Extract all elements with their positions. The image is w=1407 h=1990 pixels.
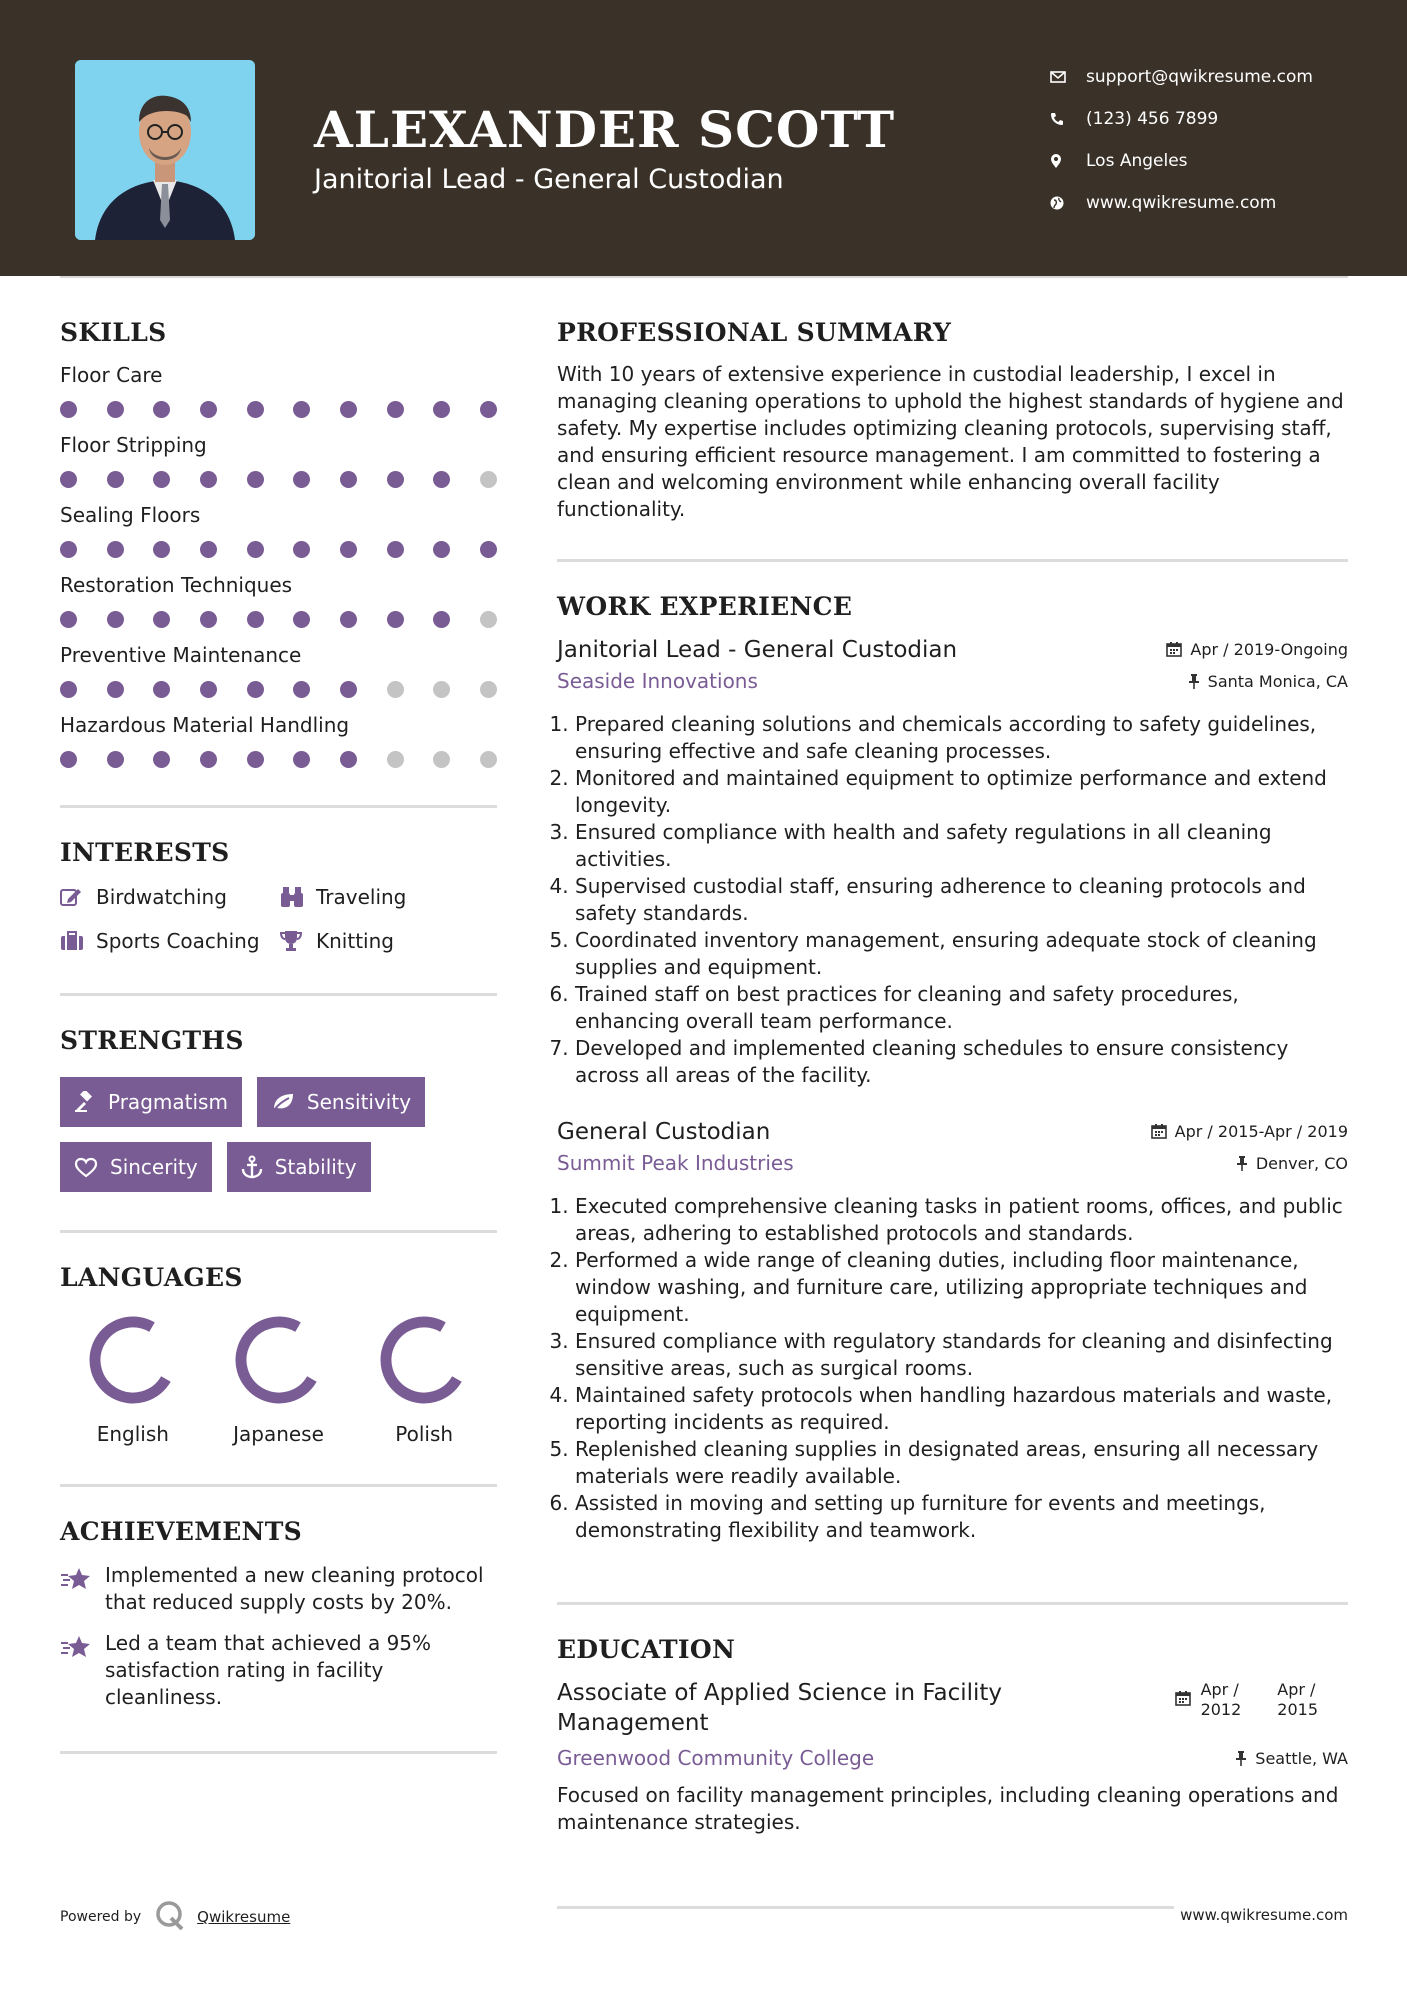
heart-icon — [74, 1157, 98, 1178]
strength-label: Sensitivity — [306, 1090, 412, 1114]
skill-dot-filled — [153, 401, 170, 418]
skill-dot-filled — [433, 471, 450, 488]
skill-dot-filled — [293, 541, 310, 558]
interest-label: Knitting — [316, 929, 394, 953]
skill-dot-filled — [247, 471, 264, 488]
strength-tag — [227, 1142, 371, 1192]
degree-title — [557, 1678, 1002, 1738]
skill-dot-filled — [293, 401, 310, 418]
job-location-text: Denver, CO — [1255, 1153, 1348, 1173]
skill-rating — [60, 679, 497, 699]
achievement-text: Implemented a new cleaning protocol that reduced supply costs by 20%. — [105, 1563, 484, 1614]
header-divider — [60, 276, 1348, 278]
job-header — [557, 637, 1348, 663]
interests-list — [60, 885, 497, 953]
powered-by — [60, 1900, 290, 1934]
powered-by-label: Powered by — [60, 1909, 142, 1925]
degree-line-2: Management — [557, 1710, 709, 1736]
phone-icon — [1050, 112, 1086, 126]
skill-dot-filled — [60, 541, 77, 558]
skill-dot-filled — [153, 541, 170, 558]
job-location — [1236, 1154, 1348, 1173]
skill-name: Floor Stripping — [60, 433, 207, 457]
languages-section — [60, 1263, 497, 1446]
right-column — [557, 318, 1348, 1836]
skill-dot-filled — [200, 471, 217, 488]
language-name: Polish — [395, 1422, 454, 1446]
language-name: English — [96, 1422, 169, 1446]
interest-label: Traveling — [316, 885, 407, 909]
skill-dot-filled — [387, 401, 404, 418]
left-column — [60, 318, 497, 1754]
interest-label: Sports Coaching — [96, 929, 260, 953]
section-divider — [60, 993, 497, 996]
skill-dot-filled — [340, 401, 357, 418]
pencil-icon — [60, 887, 96, 907]
duty-item: 3. Ensured compliance with health and safety regulations in all cleaning activities. — [575, 819, 1348, 873]
skill-name: Restoration Techniques — [60, 573, 293, 597]
language-level-ring — [378, 1314, 470, 1406]
skill-dot-filled — [293, 751, 310, 768]
skill-dot-filled — [247, 681, 264, 698]
section-divider — [60, 805, 497, 808]
achievement-item — [60, 1630, 497, 1711]
star-icon — [60, 1562, 105, 1616]
qwikresume-logo-icon — [155, 1900, 185, 1934]
skill-dot-filled — [433, 611, 450, 628]
interests-section — [60, 838, 497, 953]
skill-dot-filled — [293, 681, 310, 698]
gavel-icon — [74, 1091, 96, 1113]
skill-dot-filled — [60, 751, 77, 768]
strength-tag — [60, 1077, 242, 1127]
skill-dot-filled — [340, 751, 357, 768]
job-subheader — [557, 669, 1348, 693]
duty-item: 6. Assisted in moving and setting up furniture for events and meetings, demonstrating flexibility and teamwork. — [575, 1490, 1348, 1544]
skill-dot-filled — [107, 471, 124, 488]
skill-dot-filled — [340, 541, 357, 558]
education-location — [1235, 1749, 1348, 1768]
skill-dot-filled — [153, 751, 170, 768]
skill-dot-filled — [247, 751, 264, 768]
skill-dot-filled — [107, 681, 124, 698]
section-divider — [60, 1230, 497, 1233]
duty-item: 5. Coordinated inventory management, ensuring adequate stock of cleaning supplies and equipment. — [575, 927, 1348, 981]
contact-location — [1050, 140, 1380, 182]
skill-dot-filled — [340, 611, 357, 628]
skill-dot-empty — [433, 751, 450, 768]
skill-dot-filled — [433, 401, 450, 418]
strength-tag — [60, 1142, 212, 1192]
star-icon — [60, 1630, 105, 1711]
skill-item — [60, 363, 497, 419]
pushpin-icon — [1235, 1750, 1247, 1766]
job-location — [1188, 672, 1348, 691]
job-header — [557, 1119, 1348, 1145]
skill-dot-filled — [247, 611, 264, 628]
summary-title: PROFESSIONAL SUMMARY — [557, 318, 952, 347]
end-month: Apr / — [1277, 1680, 1316, 1699]
education-dates — [1175, 1680, 1318, 1738]
strength-label: Sincerity — [110, 1155, 198, 1179]
education-subheader — [557, 1746, 1348, 1770]
skills-section — [60, 318, 497, 769]
achievement-item — [60, 1562, 497, 1616]
skill-dot-empty — [480, 611, 497, 628]
skill-dot-filled — [60, 681, 77, 698]
achievements-title: ACHIEVEMENTS — [60, 1517, 302, 1546]
skill-dot-filled — [340, 471, 357, 488]
language-level-arc — [95, 1322, 166, 1398]
skill-dot-filled — [433, 541, 450, 558]
skill-rating — [60, 469, 497, 489]
end-year: 2015 — [1277, 1700, 1318, 1719]
skill-item — [60, 573, 497, 629]
language-level-arc — [386, 1322, 457, 1398]
job-subheader — [557, 1151, 1348, 1175]
job-company: Summit Peak Industries — [557, 1151, 794, 1175]
skill-dot-filled — [247, 401, 264, 418]
skill-rating — [60, 399, 497, 419]
skill-item — [60, 503, 497, 559]
skill-rating — [60, 609, 497, 629]
globe-icon — [1050, 196, 1086, 210]
candidate-title: Janitorial Lead - General Custodian — [314, 164, 784, 195]
education-location-text: Seattle, WA — [1255, 1748, 1348, 1768]
duty-item: 7. Developed and implemented cleaning schedules to ensure consistency across all areas of the facility. — [575, 1035, 1348, 1089]
interest-item — [280, 885, 497, 909]
skill-dot-filled — [293, 611, 310, 628]
education-section — [557, 1635, 1348, 1836]
language-item — [60, 1314, 206, 1446]
job-duties — [557, 711, 1348, 1089]
language-item — [351, 1314, 497, 1446]
leaf-icon — [271, 1092, 295, 1112]
duty-item: 3. Ensured compliance with regulatory standards for cleaning and disinfecting sensitive areas, such as surgical rooms. — [575, 1328, 1348, 1382]
contact-list — [1050, 56, 1380, 224]
school-name: Greenwood Community College — [557, 1746, 875, 1770]
summary-text: With 10 years of extensive experience in custodial leadership, I excel in managing cleaning operations to uphold the highest standards of hygiene and safety. My expertise includes optimizing cleaning protocols, supervising staff, and ensuring efficient resource management. I am committed to fostering a clean and welcoming environment while enhancing overall facility functionality. — [557, 362, 1344, 521]
resume-header — [0, 0, 1407, 276]
location-icon — [1050, 154, 1086, 169]
job-entry — [557, 637, 1348, 1089]
section-divider — [60, 1484, 497, 1487]
skill-dot-empty — [480, 751, 497, 768]
briefcase-icon — [60, 931, 96, 951]
skill-dot-filled — [107, 611, 124, 628]
languages-list — [60, 1314, 497, 1446]
pushpin-icon — [1236, 1155, 1248, 1171]
section-divider — [557, 559, 1348, 562]
footer-url[interactable]: www.qwikresume.com — [1174, 1906, 1348, 1924]
skill-dot-filled — [387, 471, 404, 488]
duty-item: 1. Prepared cleaning solutions and chemicals according to safety guidelines, ensuring effective and safe cleaning processes. — [575, 711, 1348, 765]
summary-section — [557, 318, 1348, 523]
education-start-date — [1201, 1680, 1242, 1720]
skill-dot-empty — [387, 751, 404, 768]
skill-item — [60, 433, 497, 489]
skill-dot-filled — [387, 611, 404, 628]
contact-location-text: Los Angeles — [1086, 151, 1188, 171]
skill-dot-filled — [480, 401, 497, 418]
skill-dot-filled — [200, 681, 217, 698]
section-divider — [557, 1602, 1348, 1605]
skill-dot-filled — [60, 611, 77, 628]
achievement-text: Led a team that achieved a 95% satisfaction rating in facility cleanliness. — [105, 1631, 432, 1709]
skill-dot-filled — [107, 751, 124, 768]
contact-email-text: support@qwikresume.com — [1086, 67, 1313, 87]
job-entry — [557, 1119, 1348, 1544]
skill-dot-filled — [200, 751, 217, 768]
skill-dot-filled — [60, 471, 77, 488]
skill-item — [60, 713, 497, 769]
languages-title: LANGUAGES — [60, 1263, 243, 1292]
skill-dot-filled — [200, 611, 217, 628]
skill-name: Hazardous Material Handling — [60, 713, 350, 737]
start-year: 2012 — [1200, 1700, 1242, 1719]
calendar-icon — [1166, 641, 1182, 657]
contact-phone-text: (123) 456 7899 — [1086, 109, 1219, 129]
education-header — [557, 1678, 1348, 1738]
trophy-icon — [280, 930, 316, 952]
duty-item: 5. Replenished cleaning supplies in designated areas, ensuring all necessary materials were readily available. — [575, 1436, 1348, 1490]
strengths-title: STRENGTHS — [60, 1026, 244, 1055]
job-title: Janitorial Lead - General Custodian — [557, 637, 958, 663]
achievements-section — [60, 1517, 497, 1711]
duty-item: 2. Performed a wide range of cleaning duties, including floor maintenance, window washing, and furniture care, utilizing appropriate techniques and equipment. — [575, 1247, 1348, 1328]
skill-dot-filled — [200, 401, 217, 418]
skill-dot-filled — [60, 401, 77, 418]
contact-phone[interactable] — [1050, 98, 1380, 140]
language-item — [206, 1314, 352, 1446]
strength-tag — [257, 1077, 425, 1127]
duty-item: 1. Executed comprehensive cleaning tasks in patient rooms, offices, and public areas, adhering to established protocols and standards. — [575, 1193, 1348, 1247]
interest-item — [280, 929, 497, 953]
job-dates-text: Apr / 2015-Apr / 2019 — [1174, 1121, 1348, 1141]
job-title: General Custodian — [557, 1119, 771, 1145]
skill-item — [60, 643, 497, 699]
skill-name: Floor Care — [60, 363, 163, 387]
skill-dot-empty — [433, 681, 450, 698]
skill-dot-filled — [200, 541, 217, 558]
job-duties — [557, 1193, 1348, 1544]
strength-label: Stability — [274, 1155, 357, 1179]
anchor-icon — [241, 1155, 263, 1179]
skill-dot-filled — [153, 611, 170, 628]
language-name: Japanese — [233, 1422, 324, 1446]
skill-name: Preventive Maintenance — [60, 643, 302, 667]
skill-dot-filled — [107, 401, 124, 418]
contact-website[interactable] — [1050, 182, 1380, 224]
duty-item: 2. Monitored and maintained equipment to optimize performance and extend longevity. — [575, 765, 1348, 819]
job-company: Seaside Innovations — [557, 669, 758, 693]
candidate-name: ALEXANDER SCOTT — [314, 100, 896, 159]
contact-email[interactable] — [1050, 56, 1380, 98]
interest-item — [60, 929, 280, 953]
section-divider — [60, 1751, 497, 1754]
strengths-section — [60, 1026, 497, 1192]
job-location-text: Santa Monica, CA — [1207, 671, 1348, 691]
degree-line-1: Associate of Applied Science in Facility — [557, 1680, 1003, 1706]
email-icon — [1050, 71, 1086, 83]
profile-portrait-icon — [75, 60, 255, 240]
skill-rating — [60, 539, 497, 559]
binoculars-icon — [280, 886, 316, 908]
skill-dot-empty — [480, 681, 497, 698]
language-level-ring — [233, 1314, 325, 1406]
education-description: Focused on facility management principles, including cleaning operations and maintenance strategies. — [557, 1783, 1339, 1834]
duty-item: 6. Trained staff on best practices for cleaning and safety procedures, enhancing overall team performance. — [575, 981, 1348, 1035]
skill-dot-empty — [480, 471, 497, 488]
skills-list — [60, 363, 497, 769]
contact-website-text: www.qwikresume.com — [1086, 193, 1277, 213]
interest-label: Birdwatching — [96, 885, 227, 909]
skill-dot-filled — [480, 541, 497, 558]
profile-photo — [75, 60, 255, 240]
language-level-arc — [241, 1322, 312, 1398]
duty-item: 4. Maintained safety protocols when handling hazardous materials and waste, reporting incidents as required. — [575, 1382, 1348, 1436]
job-dates-text: Apr / 2019-Ongoing — [1190, 639, 1348, 659]
skill-dot-filled — [293, 471, 310, 488]
calendar-icon — [1151, 1123, 1167, 1139]
skill-dot-filled — [247, 541, 264, 558]
job-dates — [1166, 640, 1348, 659]
skill-dot-filled — [107, 541, 124, 558]
skill-dot-filled — [340, 681, 357, 698]
experience-section — [557, 592, 1348, 1544]
interests-title: INTERESTS — [60, 838, 230, 867]
skill-name: Sealing Floors — [60, 503, 201, 527]
job-dates — [1151, 1122, 1348, 1141]
calendar-icon — [1175, 1690, 1191, 1706]
qwikresume-link[interactable]: Qwikresume — [197, 1908, 291, 1926]
duty-item: 4. Supervised custodial staff, ensuring adherence to cleaning protocols and safety standards. — [575, 873, 1348, 927]
skill-dot-filled — [153, 471, 170, 488]
strengths-list — [60, 1077, 497, 1192]
skill-dot-filled — [153, 681, 170, 698]
experience-title: WORK EXPERIENCE — [557, 592, 853, 621]
pushpin-icon — [1188, 673, 1200, 689]
skill-rating — [60, 749, 497, 769]
interest-item — [60, 885, 280, 909]
language-level-ring — [87, 1314, 179, 1406]
skill-dot-filled — [387, 541, 404, 558]
education-end-date — [1277, 1680, 1318, 1720]
education-title: EDUCATION — [557, 1635, 736, 1664]
start-month: Apr / — [1200, 1680, 1239, 1699]
strength-label: Pragmatism — [108, 1090, 228, 1114]
skills-title: SKILLS — [60, 318, 167, 347]
skill-dot-empty — [387, 681, 404, 698]
